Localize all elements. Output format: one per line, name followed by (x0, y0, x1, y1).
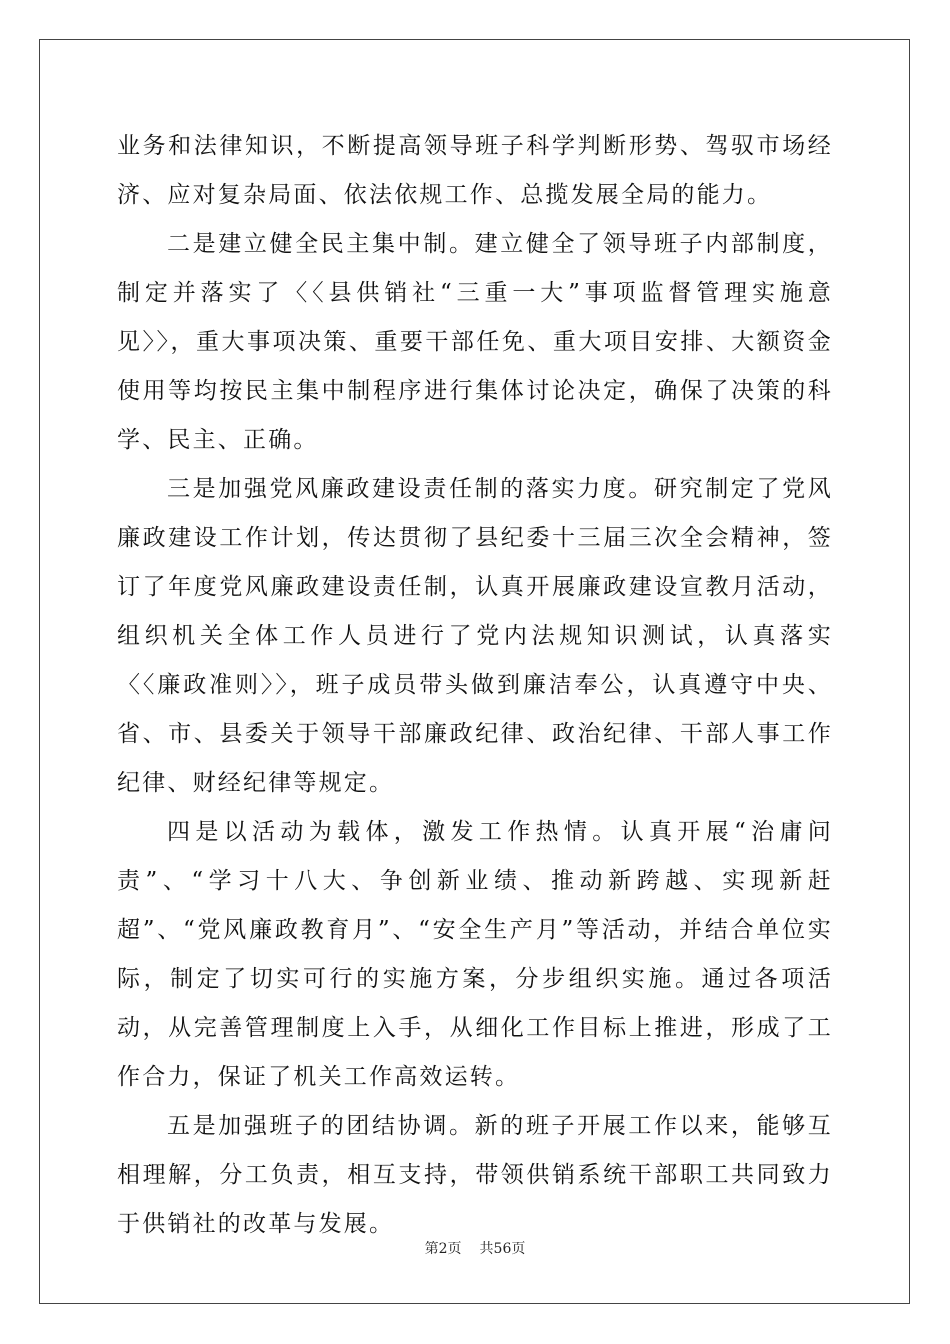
page-total: 共56页 (479, 1241, 526, 1257)
paragraph-continuation: 业务和法律知识，不断提高领导班子科学判断形势、驾驭市场经济、应对复杂局面、依法依规工作、总揽发展全局的能力。 (117, 133, 833, 208)
page-number: 第2页 (424, 1241, 462, 1257)
document-body (117, 122, 833, 1249)
paragraph-clean-governance: 三是加强党风廉政建设责任制的落实力度。研究制定了党风廉政建设工作计划，传达贯彻了县纪委十三届三次全会精神，签订了年度党风廉政建设责任制，认真开展廉政建设宣教月活动，组织机关全体工作人员进行了党内法规知识测试，认真落实〈〈廉政准则〉〉，班子成员带头做到廉洁奉公，认真遵守中央、省、市、县委关于领导干部廉政纪律、政治纪律、干部人事工作纪律、财经纪律等规定。 (117, 476, 833, 796)
paragraph-team-unity: 五是加强班子的团结协调。新的班子开展工作以来，能够互相理解，分工负责，相互支持，带领供销系统干部职工共同致力于供销社的改革与发展。 (117, 1113, 833, 1237)
paragraph-democratic-centralism: 二是建立健全民主集中制。建立健全了领导班子内部制度，制定并落实了〈〈县供销社“三重一大”事项监督管理实施意见〉〉，重大事项决策、重要干部任免、重大项目安排、大额资金使用等均按民主集中制程序进行集体讨论决定，确保了决策的科学、民主、正确。 (117, 231, 833, 453)
page-footer (0, 1238, 950, 1258)
paragraph-activities: 四是以活动为载体，激发工作热情。认真开展“治庸问责”、“学习十八大、争创新业绩、推动新跨越、实现新赶超”、“党风廉政教育月”、“安全生产月”等活动，并结合单位实际，制定了切实可行的实施方案，分步组织实施。通过各项活动，从完善管理制度上入手，从细化工作目标上推进，形成了工作合力，保证了机关工作高效运转。 (117, 819, 833, 1090)
